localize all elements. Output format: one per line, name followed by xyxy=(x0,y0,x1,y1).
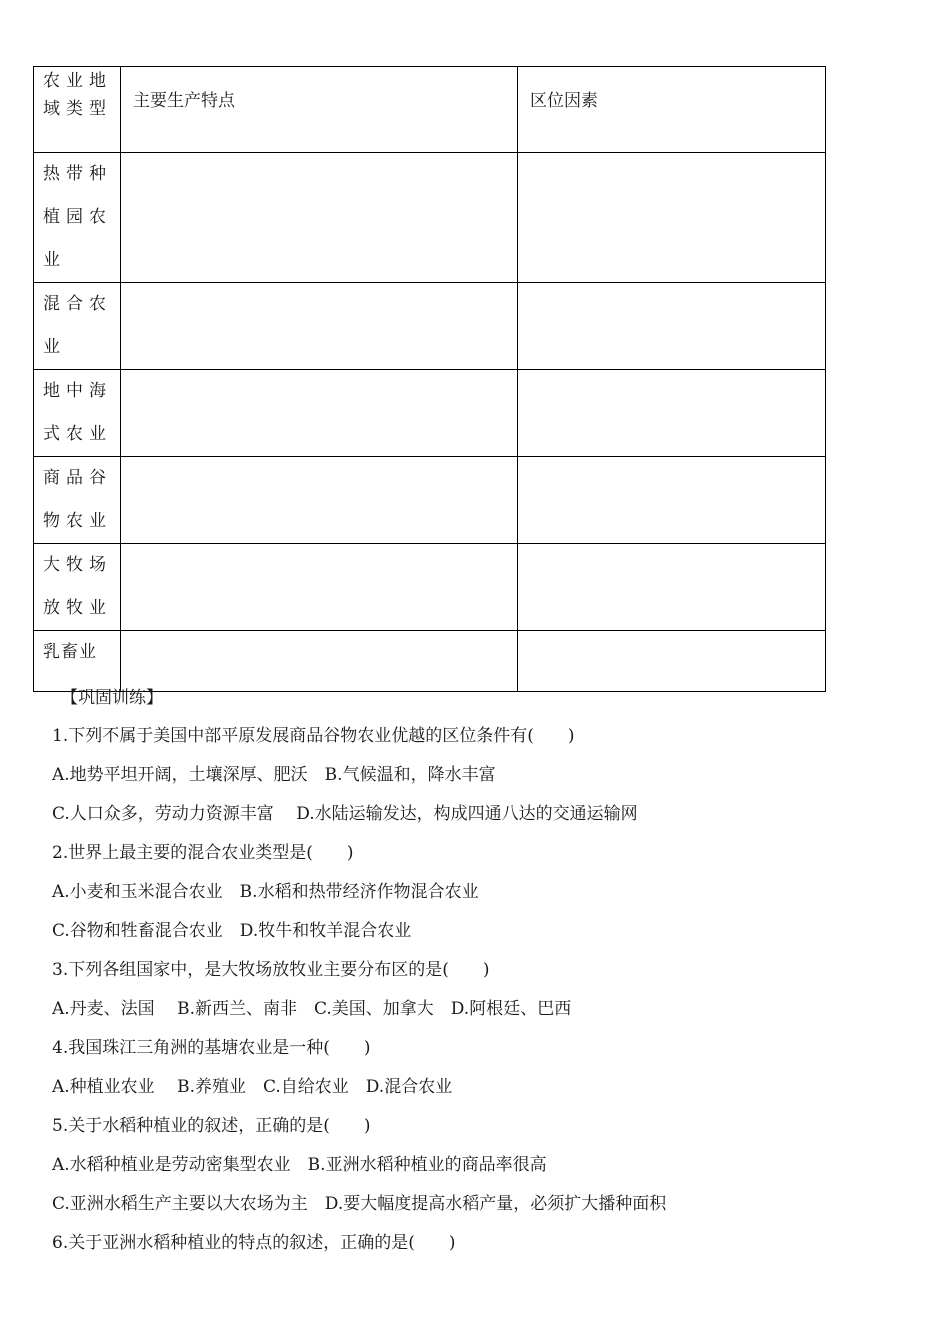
question-1-options-cd: C.人口众多，劳动力资源丰富 D.水陆运输发达，构成四通八达的交通运输网 xyxy=(52,804,638,824)
table-row xyxy=(34,631,826,692)
header-type-cell xyxy=(34,67,121,153)
table-row xyxy=(34,457,826,544)
question-5-options-ab: A.水稻种植业是劳动密集型农业 B.亚洲水稻种植业的商品率很高 xyxy=(52,1155,547,1175)
agriculture-table xyxy=(33,66,826,692)
question-2-options-ab: A.小麦和玉米混合农业 B.水稻和热带经济作物混合农业 xyxy=(52,882,479,902)
question-3: 3.下列各组国家中，是大牧场放牧业主要分布区的是( ) xyxy=(52,960,490,980)
features-input-cell[interactable] xyxy=(121,153,518,283)
question-2-options-cd: C.谷物和牲畜混合农业 D.牧牛和牧羊混合农业 xyxy=(52,921,412,941)
table-row xyxy=(34,370,826,457)
row-type-label: 乳畜业 xyxy=(43,642,97,662)
exercise-title: 【巩固训练】 xyxy=(61,688,163,708)
row-type-label: 地中海式农业 xyxy=(43,381,112,444)
features-input-cell[interactable] xyxy=(121,544,518,631)
features-input-cell[interactable] xyxy=(121,370,518,457)
location-input-cell[interactable] xyxy=(518,283,826,370)
question-1-options-ab: A.地势平坦开阔，土壤深厚、肥沃 B.气候温和，降水丰富 xyxy=(52,765,496,785)
location-input-cell[interactable] xyxy=(518,631,826,692)
features-input-cell[interactable] xyxy=(121,457,518,544)
location-input-cell[interactable] xyxy=(518,544,826,631)
header-features-label: 主要生产特点 xyxy=(133,91,235,111)
header-features-cell xyxy=(121,67,518,153)
row-type-label: 商品谷物农业 xyxy=(43,468,112,531)
question-2: 2.世界上最主要的混合农业类型是( ) xyxy=(52,843,354,863)
question-3-options: A.丹麦、法国 B.新西兰、南非 C.美国、加拿大 D.阿根廷、巴西 xyxy=(52,999,572,1019)
row-type-label: 混合农业 xyxy=(43,294,112,357)
table-row xyxy=(34,153,826,283)
header-location-cell xyxy=(518,67,826,153)
table-row xyxy=(34,544,826,631)
question-6: 6.关于亚洲水稻种植业的特点的叙述，正确的是( ) xyxy=(52,1233,456,1253)
location-input-cell[interactable] xyxy=(518,153,826,283)
table-row xyxy=(34,283,826,370)
location-input-cell[interactable] xyxy=(518,370,826,457)
row-type-label: 大牧场放牧业 xyxy=(43,555,112,618)
header-type-label: 农业地域类型 xyxy=(43,71,112,119)
row-type-label: 热带种植园农业 xyxy=(43,164,112,270)
features-input-cell[interactable] xyxy=(121,631,518,692)
location-input-cell[interactable] xyxy=(518,457,826,544)
header-location-label: 区位因素 xyxy=(530,91,598,111)
question-4: 4.我国珠江三角洲的基塘农业是一种( ) xyxy=(52,1038,371,1058)
question-1: 1.下列不属于美国中部平原发展商品谷物农业优越的区位条件有( ) xyxy=(52,726,575,746)
question-4-options: A.种植业农业 B.养殖业 C.自给农业 D.混合农业 xyxy=(52,1077,453,1097)
table-header-row xyxy=(34,67,826,153)
question-5-options-cd: C.亚洲水稻生产主要以大农场为主 D.要大幅度提高水稻产量，必须扩大播种面积 xyxy=(52,1194,667,1214)
question-5: 5.关于水稻种植业的叙述，正确的是( ) xyxy=(52,1116,371,1136)
features-input-cell[interactable] xyxy=(121,283,518,370)
